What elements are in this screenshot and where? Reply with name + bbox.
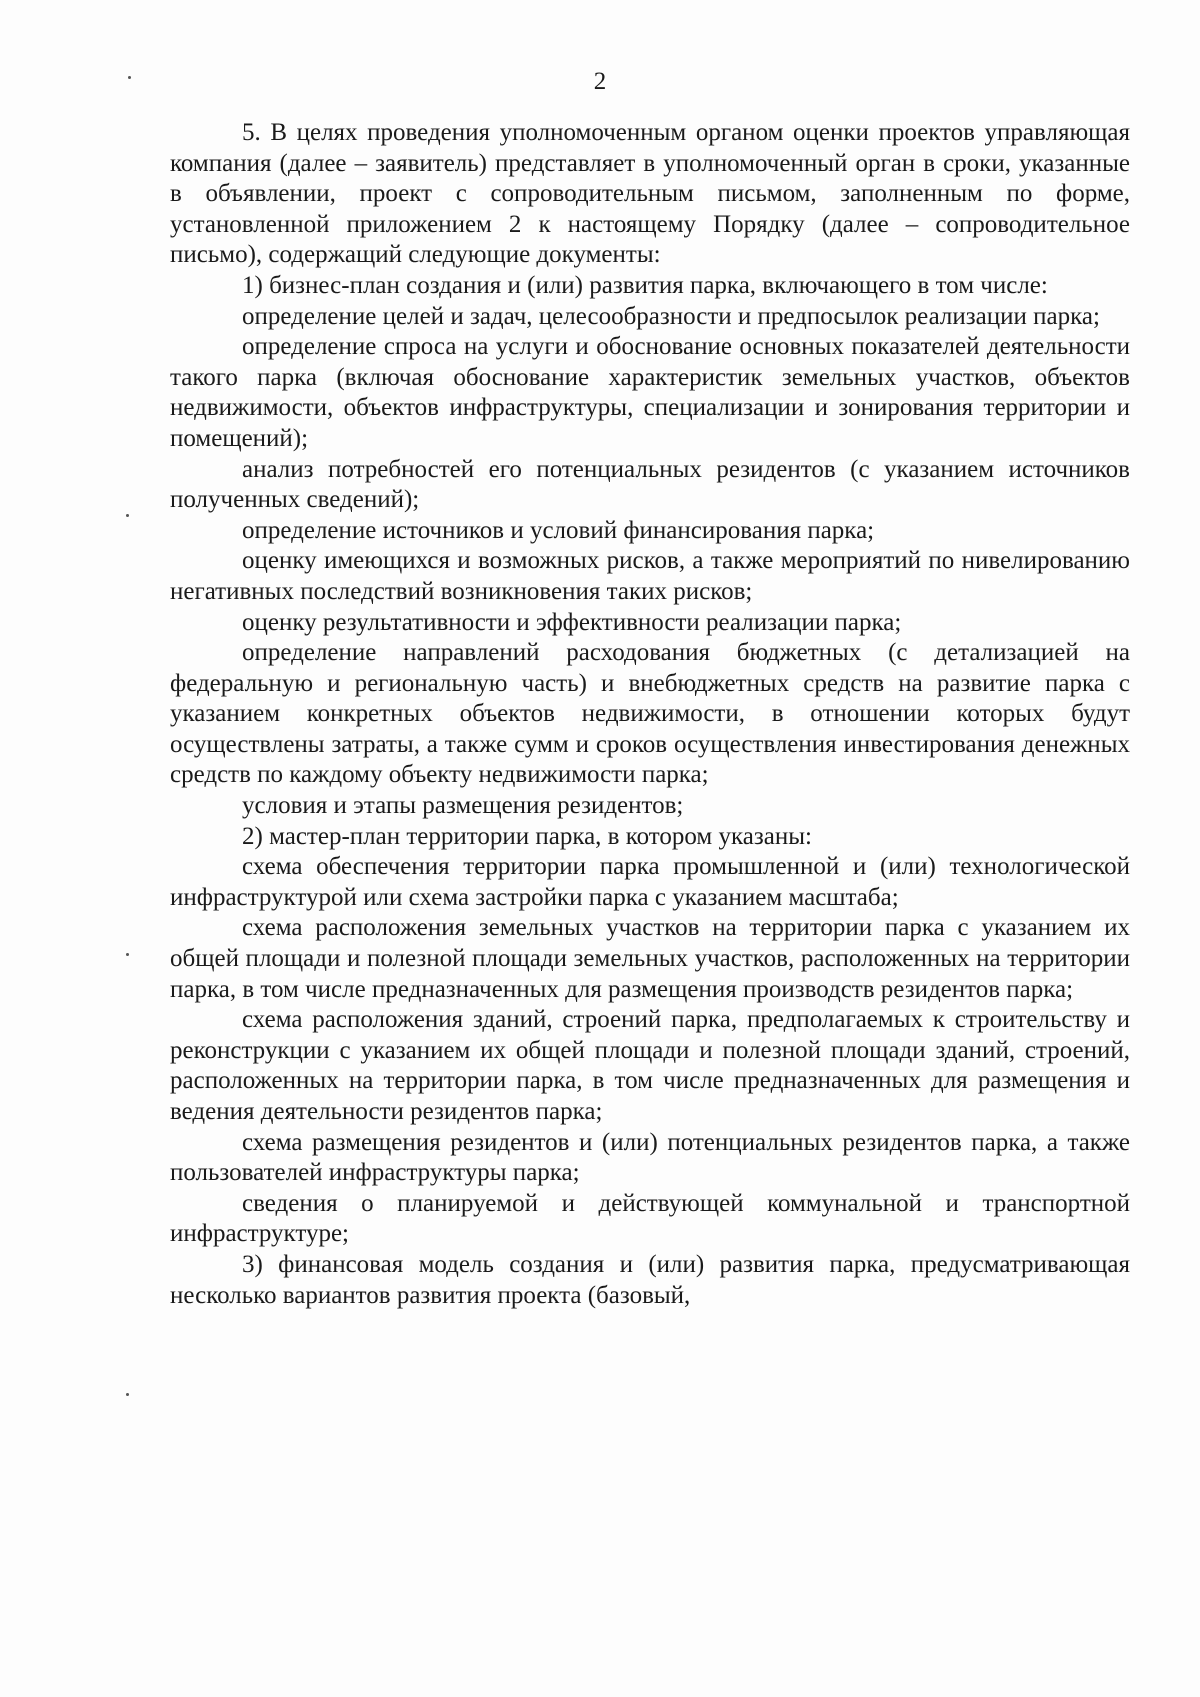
paragraph-14: схема расположения зданий, строений парка, предполагаемых к строительству и реконструкции с указанием их общей площади и полезной площади зданий, строений, расположенных на территории парка, в том числе предназначенных для размещения и ведения деятельности резидентов парка; xyxy=(170,1006,1130,1125)
paragraph-9: определение направлений расходования бюджетных (с детализацией на федеральную и региональную часть) и внебюджетных средств на развитие парка с указанием конкретных объектов недвижимости, в отношении которых будут осуществлены затраты, а также сумм и сроков осуществления инвестирования денежных средств по каждому объекту недвижимости парка; xyxy=(170,639,1130,789)
scan-speck xyxy=(126,953,129,956)
document-body xyxy=(170,118,1130,1311)
paragraph-2: 1) бизнес-план создания и (или) развития парка, включающего в том числе: xyxy=(242,271,1048,299)
paragraph-17: 3) финансовая модель создания и (или) развития парка, предусматривающая несколько вариантов развития проекта (базовый, xyxy=(170,1250,1130,1309)
paragraph-15: схема размещения резидентов и (или) потенциальных резидентов парка, а также пользователей инфраструктуры парка; xyxy=(170,1128,1130,1187)
paragraph-7: оценку имеющихся и возможных рисков, а также мероприятий по нивелированию негативных последствий возникновения таких рисков; xyxy=(170,547,1130,605)
paragraph-13: схема расположения земельных участков на территории парка с указанием их общей площади и полезной площади земельных участков, расположенных на территории парка, в том числе предназначенных для размещения производств резидентов парка; xyxy=(170,914,1130,1003)
page-number: 2 xyxy=(593,68,607,95)
scan-speck xyxy=(126,514,129,517)
scan-speck xyxy=(128,76,131,79)
paragraph-12: схема обеспечения территории парка промышленной и (или) технологической инфраструктурой или схема застройки парка с указанием масштаба; xyxy=(170,853,1130,911)
paragraph-11: 2) мастер-план территории парка, в котором указаны: xyxy=(242,822,812,850)
paragraph-3: определение целей и задач, целесообразности и предпосылок реализации парка; xyxy=(242,302,1100,330)
paragraph-5: анализ потребностей его потенциальных резидентов (с указанием источников полученных сведений); xyxy=(170,455,1130,514)
scan-speck xyxy=(126,1393,129,1396)
paragraph-1: 5. В целях проведения уполномоченным органом оценки проектов управляющая компания (далее – заявитель) представляет в уполномоченный орган в сроки, указанные в объявлении, проект с сопроводительным письмом, заполненным по форме, установленной приложением 2 к настоящему Порядку (далее – сопроводительное письмо), содержащий следующие документы: xyxy=(170,119,1130,269)
paragraph-16: сведения о планируемой и действующей коммунальной и транспортной инфраструктуре; xyxy=(170,1189,1130,1248)
paragraph-6: определение источников и условий финансирования парка; xyxy=(242,516,875,544)
paragraph-10: условия и этапы размещения резидентов; xyxy=(242,792,684,820)
paragraph-8: оценку результативности и эффективности реализации парка; xyxy=(242,608,902,636)
paragraph-4: определение спроса на услуги и обоснование основных показателей деятельности такого парка (включая обоснование характеристик земельных участков, объектов недвижимости, объектов инфраструктуры, специализации и зонирования территории и помещений); xyxy=(170,333,1130,452)
